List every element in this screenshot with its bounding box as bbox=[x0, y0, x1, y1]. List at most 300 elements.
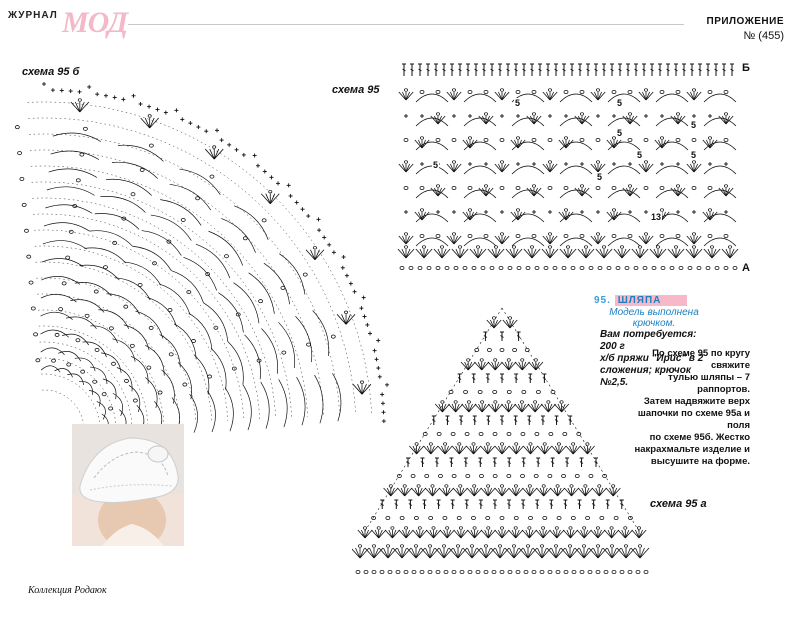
diagram-mark bbox=[543, 236, 550, 244]
diagram-mark bbox=[548, 404, 552, 412]
diagram-mark bbox=[404, 161, 407, 164]
diagram-mark bbox=[468, 234, 472, 237]
diagram-mark bbox=[571, 530, 575, 538]
diagram-mark bbox=[512, 190, 544, 198]
crochet-lace-grid-diagram bbox=[396, 58, 742, 280]
diagram-mark bbox=[452, 186, 456, 189]
diagram-mark bbox=[282, 351, 286, 354]
diagram-mark bbox=[495, 236, 502, 244]
diagram-mark bbox=[624, 545, 627, 548]
diagram-mark bbox=[452, 446, 459, 454]
diagram-mark bbox=[634, 266, 638, 269]
diagram-mark bbox=[452, 474, 456, 477]
diagram-mark bbox=[356, 548, 361, 558]
diagram-mark bbox=[447, 530, 454, 538]
diagram-mark bbox=[646, 236, 653, 244]
diagram-mark bbox=[492, 404, 496, 412]
diagram-mark bbox=[405, 488, 409, 496]
diagram-mark bbox=[591, 236, 598, 244]
diagram-mark bbox=[406, 164, 410, 172]
diagram-mark bbox=[41, 348, 65, 355]
diagram-mark bbox=[569, 527, 572, 530]
diagram-mark bbox=[398, 488, 405, 496]
diagram-mark bbox=[529, 516, 533, 519]
diagram-mark bbox=[655, 140, 662, 148]
diagram-mark bbox=[474, 488, 478, 496]
diagram-mark bbox=[405, 488, 412, 496]
diagram-mark bbox=[360, 548, 369, 558]
stitch-count-label: 5 bbox=[691, 120, 697, 130]
diagram-mark bbox=[67, 363, 71, 366]
diagram-mark bbox=[510, 249, 514, 258]
diagram-mark bbox=[456, 446, 460, 454]
diagram-mark bbox=[439, 404, 443, 412]
diagram-mark bbox=[138, 283, 142, 286]
diagram-mark bbox=[509, 488, 516, 496]
diagram-mark bbox=[620, 246, 623, 249]
diagram-mark bbox=[358, 530, 365, 538]
diagram-mark bbox=[548, 138, 552, 141]
diagram-mark bbox=[560, 142, 592, 150]
diagram-mark bbox=[218, 293, 243, 333]
diagram-mark bbox=[454, 164, 458, 172]
diagram-mark bbox=[526, 488, 530, 496]
diagram-mark bbox=[393, 548, 402, 558]
diagram-mark bbox=[62, 334, 89, 345]
diagram-mark bbox=[183, 257, 216, 290]
diagram-mark bbox=[426, 548, 431, 558]
diagram-mark bbox=[571, 516, 575, 519]
diagram-mark bbox=[513, 446, 517, 454]
diagram-mark bbox=[535, 432, 539, 435]
diagram-mark bbox=[446, 527, 449, 530]
diagram-mark bbox=[297, 377, 306, 425]
article-number: 95. bbox=[594, 295, 611, 306]
diagram-mark bbox=[374, 548, 383, 558]
diagram-mark bbox=[454, 236, 461, 244]
photo-credit: Коллекция Родаюк bbox=[28, 585, 107, 596]
diagram-mark bbox=[508, 317, 511, 320]
diagram-mark bbox=[564, 186, 568, 189]
diagram-mark bbox=[391, 488, 398, 496]
diagram-mark bbox=[142, 231, 182, 256]
diagram-mark bbox=[600, 249, 604, 258]
diagram-mark bbox=[433, 488, 440, 496]
diagram-mark bbox=[474, 446, 481, 454]
diagram-mark bbox=[546, 249, 550, 258]
diagram-mark bbox=[442, 249, 446, 258]
diagram-mark bbox=[47, 187, 95, 196]
diagram-mark bbox=[416, 190, 448, 198]
diagram-mark bbox=[529, 530, 533, 538]
diagram-mark bbox=[494, 401, 497, 404]
diagram-mark bbox=[484, 138, 488, 141]
diagram-mark bbox=[548, 161, 551, 164]
diagram-mark bbox=[486, 443, 489, 446]
diagram-mark bbox=[468, 137, 471, 140]
diagram-mark bbox=[676, 249, 684, 258]
diagram-mark bbox=[646, 236, 650, 244]
diagram-mark bbox=[76, 179, 80, 182]
diagram-mark bbox=[592, 488, 599, 496]
diagram-mark bbox=[429, 488, 433, 496]
diagram-mark bbox=[402, 92, 406, 100]
diagram-mark bbox=[532, 404, 536, 412]
diagram-mark bbox=[18, 151, 22, 154]
diagram-mark bbox=[62, 282, 66, 285]
diagram-mark bbox=[572, 443, 575, 446]
diagram-mark bbox=[559, 446, 566, 454]
diagram-mark bbox=[468, 209, 471, 212]
diagram-mark bbox=[662, 140, 669, 148]
diagram-mark bbox=[468, 548, 473, 558]
diagram-mark bbox=[498, 92, 502, 100]
diagram-mark bbox=[498, 488, 502, 496]
diagram-mark bbox=[468, 362, 475, 370]
diagram-mark bbox=[710, 140, 717, 148]
diagram-mark bbox=[261, 329, 277, 374]
diagram-mark bbox=[500, 527, 503, 530]
diagram-mark bbox=[484, 446, 488, 454]
diagram-mark bbox=[612, 90, 616, 93]
diagram-mark bbox=[482, 404, 486, 412]
diagram-mark bbox=[573, 446, 580, 454]
diagram-mark bbox=[586, 249, 594, 258]
diagram-mark bbox=[591, 92, 598, 100]
diagram-mark bbox=[564, 570, 568, 573]
diagram-mark bbox=[181, 218, 185, 221]
diagram-mark bbox=[532, 138, 536, 141]
diagram-mark bbox=[419, 488, 423, 496]
diagram-mark bbox=[530, 446, 534, 454]
diagram-mark bbox=[521, 359, 524, 362]
diagram-mark bbox=[133, 399, 137, 402]
diagram-mark bbox=[688, 266, 692, 269]
diagram-mark bbox=[548, 233, 551, 236]
diagram-mark bbox=[566, 140, 573, 148]
diagram-mark bbox=[488, 249, 496, 258]
diagram-mark bbox=[708, 209, 711, 212]
diagram-mark bbox=[514, 516, 518, 519]
diagram-mark bbox=[548, 404, 555, 412]
diagram-mark bbox=[424, 249, 432, 258]
diagram-mark bbox=[495, 530, 502, 538]
diagram-mark bbox=[456, 404, 460, 412]
diagram-mark bbox=[261, 382, 270, 429]
diagram-mark bbox=[484, 545, 487, 548]
diagram-mark bbox=[433, 488, 437, 496]
diagram-mark bbox=[454, 401, 457, 404]
diagram-mark bbox=[528, 404, 535, 412]
diagram-mark bbox=[460, 570, 464, 573]
diagram-mark bbox=[484, 570, 488, 573]
diagram-mark bbox=[708, 186, 712, 189]
diagram-mark bbox=[249, 273, 275, 314]
diagram-mark bbox=[32, 198, 275, 418]
diagram-mark bbox=[463, 212, 470, 220]
diagram-mark bbox=[31, 166, 308, 417]
diagram-mark bbox=[445, 485, 448, 488]
diagram-mark bbox=[440, 548, 445, 558]
diagram-mark bbox=[591, 530, 598, 538]
diagram-mark bbox=[488, 530, 495, 538]
diagram-mark bbox=[575, 548, 584, 558]
diagram-mark bbox=[112, 339, 135, 362]
diagram-mark bbox=[495, 404, 502, 412]
diagram-mark bbox=[214, 149, 219, 159]
diagram-mark bbox=[571, 266, 575, 269]
diagram-mark bbox=[724, 113, 727, 116]
diagram-mark bbox=[75, 282, 112, 296]
diagram-mark bbox=[465, 362, 469, 370]
diagram-mark bbox=[694, 92, 698, 100]
stitch-count-label: 5 bbox=[691, 150, 697, 160]
diagram-mark bbox=[460, 249, 464, 258]
diagram-mark bbox=[482, 362, 489, 370]
materials-line: сложения; крючок bbox=[600, 365, 691, 376]
diagram-mark bbox=[514, 527, 517, 530]
diagram-mark bbox=[420, 249, 424, 258]
diagram-mark bbox=[416, 238, 448, 246]
diagram-mark bbox=[500, 161, 503, 164]
diagram-mark bbox=[522, 404, 526, 412]
diagram-mark bbox=[530, 116, 534, 124]
diagram-mark bbox=[34, 333, 38, 336]
diagram-mark bbox=[452, 249, 460, 258]
diagram-mark bbox=[358, 545, 361, 548]
diagram-mark bbox=[66, 317, 96, 329]
diagram-mark bbox=[445, 446, 452, 454]
diagram-mark bbox=[427, 446, 431, 454]
diagram-mark bbox=[444, 548, 449, 558]
diagram-mark bbox=[36, 359, 40, 362]
diagram-mark bbox=[694, 249, 702, 258]
diagram-mark bbox=[690, 249, 694, 258]
diagram-mark bbox=[36, 262, 212, 422]
diagram-mark bbox=[512, 488, 516, 496]
materials-line: №2,5. bbox=[600, 377, 629, 388]
diagram-mark bbox=[472, 548, 477, 558]
diagram-mark bbox=[403, 485, 406, 488]
diagram-mark bbox=[560, 94, 592, 102]
diagram-mark bbox=[417, 485, 420, 488]
diagram-mark bbox=[416, 249, 424, 258]
diagram-mark bbox=[59, 308, 63, 311]
diagram-mark bbox=[644, 161, 647, 164]
diagram-mark bbox=[467, 530, 474, 538]
diagram-mark bbox=[29, 134, 339, 415]
schema-95-label: схема 95 bbox=[332, 84, 380, 96]
diagram-mark bbox=[608, 214, 640, 222]
diagram-mark bbox=[586, 249, 590, 258]
diagram-mark bbox=[568, 545, 571, 548]
diagram-mark bbox=[704, 118, 736, 126]
diagram-mark bbox=[465, 404, 469, 412]
diagram-mark bbox=[496, 249, 500, 258]
diagram-mark bbox=[578, 188, 582, 196]
diagram-mark bbox=[642, 92, 646, 100]
diagram-mark bbox=[386, 516, 390, 519]
diagram-mark bbox=[562, 266, 566, 269]
diagram-mark bbox=[655, 212, 662, 220]
diagram-mark bbox=[522, 390, 526, 393]
diagram-mark bbox=[646, 92, 650, 100]
diagram-mark bbox=[640, 548, 645, 558]
diagram-mark bbox=[470, 545, 473, 548]
diagram-mark bbox=[234, 206, 268, 240]
diagram-mark bbox=[687, 164, 694, 172]
diagram-mark bbox=[28, 118, 355, 414]
diagram-mark bbox=[493, 432, 497, 435]
diagram-mark bbox=[411, 488, 418, 496]
diagram-mark bbox=[42, 390, 84, 428]
diagram-mark bbox=[453, 488, 460, 496]
diagram-mark bbox=[612, 137, 615, 140]
diagram-mark bbox=[548, 570, 552, 573]
diagram-mark bbox=[208, 375, 212, 378]
diagram-mark bbox=[567, 530, 571, 538]
diagram-mark bbox=[730, 249, 734, 258]
diagram-mark bbox=[672, 249, 676, 258]
diagram-mark bbox=[147, 366, 151, 369]
diagram-mark bbox=[674, 246, 677, 249]
diagram-mark bbox=[475, 530, 479, 538]
diagram-mark bbox=[406, 249, 414, 258]
diagram-mark bbox=[550, 249, 554, 258]
diagram-mark bbox=[71, 102, 80, 112]
diagram-mark bbox=[436, 113, 439, 116]
diagram-mark bbox=[498, 545, 501, 548]
diagram-mark bbox=[607, 266, 611, 269]
diagram-mark bbox=[401, 488, 405, 496]
diagram-mark bbox=[509, 446, 516, 454]
diagram-mark bbox=[279, 379, 288, 427]
diagram-mark bbox=[315, 250, 324, 260]
diagram-mark bbox=[473, 527, 476, 530]
diagram-mark bbox=[564, 209, 567, 212]
diagram-mark bbox=[650, 249, 658, 258]
diagram-mark bbox=[477, 548, 486, 558]
diagram-mark bbox=[536, 362, 540, 370]
diagram-mark bbox=[610, 488, 614, 496]
diagram-mark bbox=[228, 342, 244, 385]
diagram-mark bbox=[183, 383, 187, 386]
diagram-mark bbox=[559, 446, 563, 454]
diagram-mark bbox=[481, 401, 484, 404]
diagram-mark bbox=[712, 249, 716, 258]
diagram-mark bbox=[372, 545, 375, 548]
diagram-mark bbox=[560, 214, 592, 222]
schema-95b-label: схема 95 б bbox=[22, 66, 80, 78]
diagram-mark bbox=[599, 488, 606, 496]
diagram-mark bbox=[624, 527, 627, 530]
diagram-mark bbox=[554, 404, 561, 412]
diagram-mark bbox=[612, 570, 616, 573]
diagram-mark bbox=[467, 401, 470, 404]
diagram-mark bbox=[511, 140, 518, 148]
diagram-mark bbox=[580, 138, 584, 141]
diagram-mark bbox=[596, 570, 600, 573]
diagram-mark bbox=[41, 374, 100, 427]
diagram-mark bbox=[522, 404, 529, 412]
diagram-mark bbox=[724, 266, 728, 269]
diagram-mark bbox=[679, 266, 683, 269]
diagram-mark bbox=[449, 390, 453, 393]
diagram-mark bbox=[644, 233, 647, 236]
diagram-mark bbox=[332, 373, 340, 421]
diagram-mark bbox=[225, 388, 233, 432]
diagram-mark bbox=[495, 164, 502, 172]
diagram-mark bbox=[428, 570, 432, 573]
diagram-mark bbox=[402, 164, 406, 172]
diagram-mark bbox=[491, 548, 500, 558]
diagram-mark bbox=[532, 234, 536, 237]
diagram-mark bbox=[545, 404, 549, 412]
diagram-mark bbox=[388, 570, 392, 573]
diagram-mark bbox=[470, 446, 474, 454]
diagram-mark bbox=[612, 186, 616, 189]
diagram-mark bbox=[594, 548, 599, 558]
diagram-mark bbox=[488, 488, 495, 496]
diagram-mark bbox=[400, 516, 404, 519]
diagram-mark bbox=[178, 363, 192, 400]
diagram-mark bbox=[692, 186, 696, 189]
diagram-mark bbox=[41, 312, 73, 319]
diagram-mark bbox=[524, 548, 529, 558]
diagram-mark bbox=[628, 113, 631, 116]
diagram-mark bbox=[584, 246, 587, 249]
diagram-mark bbox=[584, 485, 587, 488]
diagram-mark bbox=[676, 113, 679, 116]
diagram-mark bbox=[602, 246, 605, 249]
diagram-mark bbox=[109, 327, 113, 330]
diagram-mark bbox=[469, 404, 476, 412]
diagram-mark bbox=[608, 118, 640, 126]
diagram-mark bbox=[83, 127, 87, 130]
diagram-mark bbox=[530, 188, 534, 196]
diagram-mark bbox=[404, 186, 408, 189]
diagram-mark bbox=[412, 570, 416, 573]
diagram-mark bbox=[149, 144, 153, 147]
diagram-mark bbox=[715, 266, 719, 269]
diagram-mark bbox=[532, 113, 535, 116]
diagram-mark bbox=[150, 118, 155, 128]
diagram-mark bbox=[41, 276, 80, 284]
diagram-mark bbox=[370, 548, 375, 558]
diagram-mark bbox=[406, 92, 413, 100]
diagram-mark bbox=[652, 266, 656, 269]
diagram-mark bbox=[527, 188, 534, 196]
diagram-mark bbox=[622, 249, 630, 258]
diagram-mark bbox=[386, 545, 389, 548]
diagram-mark bbox=[365, 548, 374, 558]
diagram-mark bbox=[375, 530, 379, 538]
diagram-mark bbox=[464, 238, 496, 246]
diagram-mark bbox=[364, 570, 368, 573]
diagram-mark bbox=[427, 266, 431, 269]
diagram-mark bbox=[614, 249, 622, 258]
diagram-mark bbox=[584, 548, 593, 558]
diagram-mark bbox=[76, 339, 80, 342]
diagram-mark bbox=[95, 348, 99, 351]
diagram-mark bbox=[481, 530, 488, 538]
diagram-mark bbox=[658, 249, 666, 258]
diagram-mark bbox=[431, 116, 438, 124]
instruction-line: По схеме 95 по кругу свяжите bbox=[652, 348, 750, 371]
diagram-mark bbox=[171, 271, 203, 303]
diagram-mark bbox=[89, 390, 100, 406]
diagram-mark bbox=[498, 530, 502, 538]
